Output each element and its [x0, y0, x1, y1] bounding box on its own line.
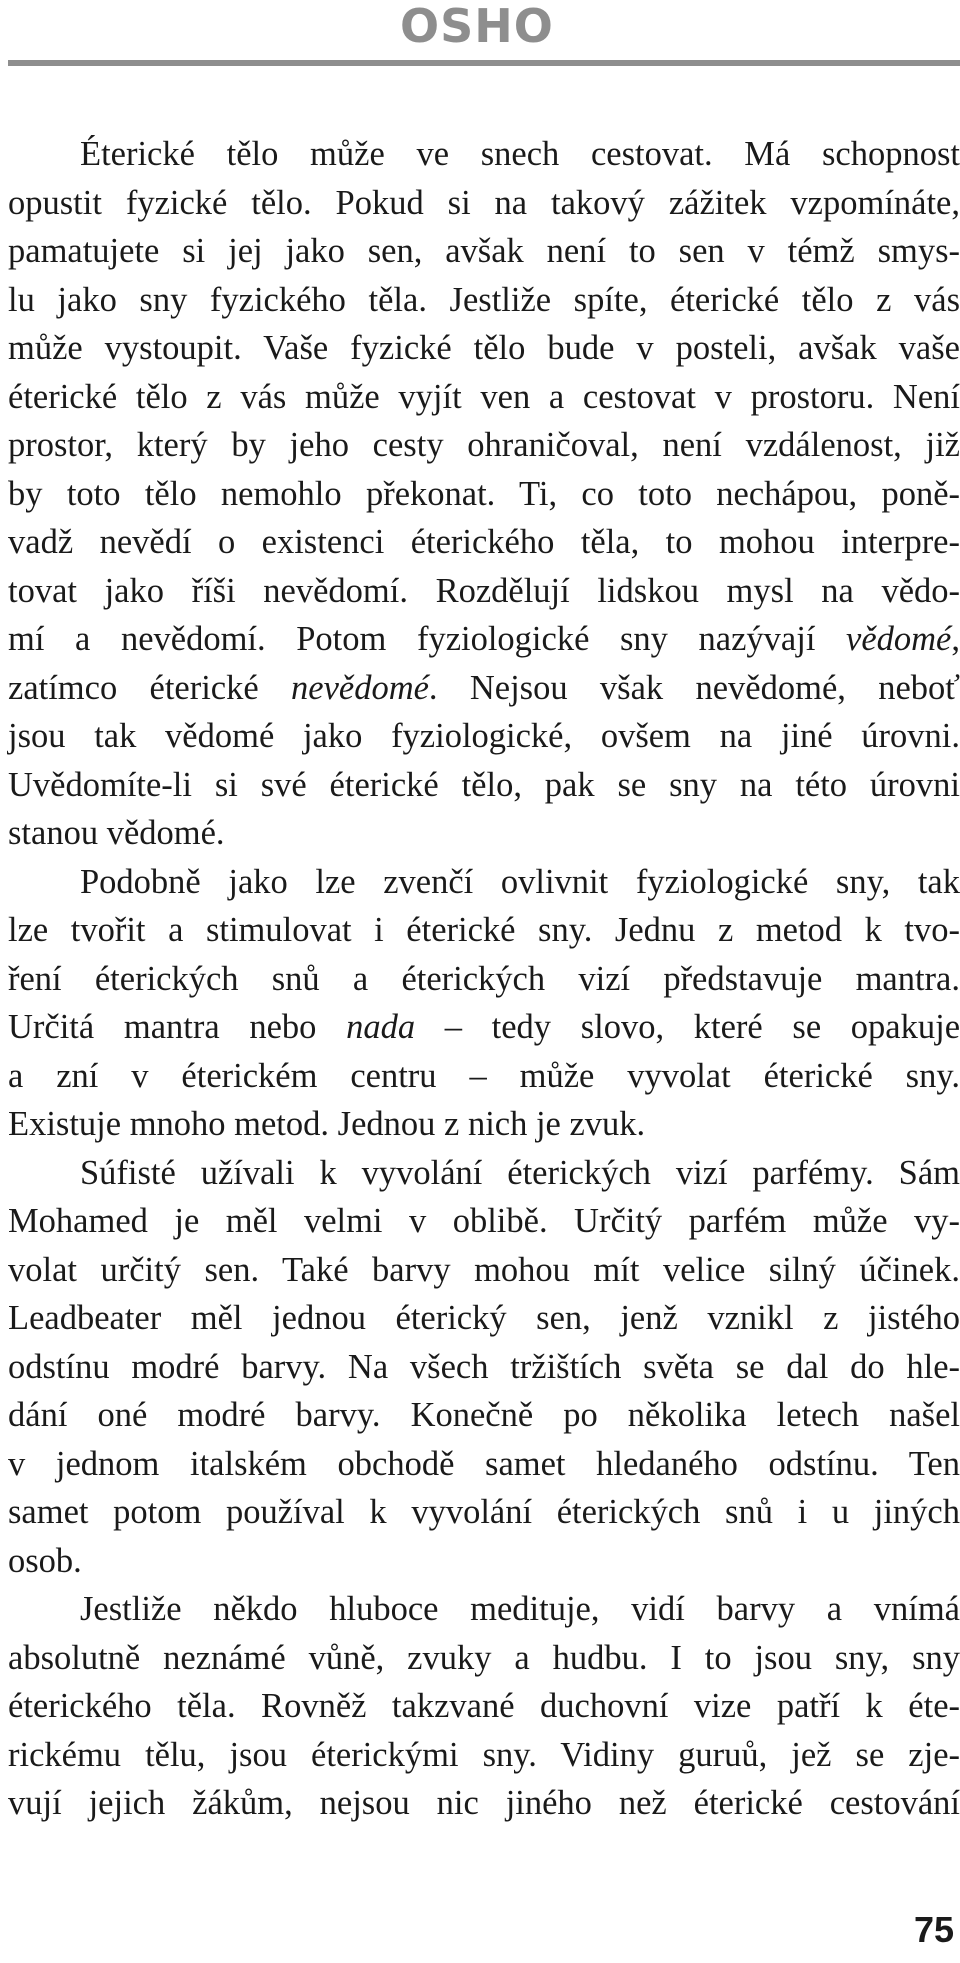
page-number: 75 — [913, 1909, 954, 1950]
text-line: volat určitý sen. Také barvy mohou mít velice silný účinek. — [8, 1250, 960, 1289]
text-segment: . Nejsou však nevědomé, neboť — [428, 668, 960, 707]
text-line: éterického těla. Rovněž takzvané duchovní vize patří k éte- — [8, 1687, 960, 1725]
italic-term: nevědomé — [291, 668, 429, 707]
running-header — [0, 0, 960, 70]
text-segment: mí a nevědomí. Potom fyziologické sny nazývají — [8, 620, 847, 658]
text-line: Súfisté užívali k vyvolání éterických vizí parfémy. Sám — [80, 1153, 960, 1192]
text-line: ření éterických snů a éterických vizí představuje mantra. — [8, 959, 960, 998]
text-line: může vystoupit. Vaše fyzické tělo bude v posteli, avšak vaše — [8, 329, 960, 367]
text-line: Mohamed je měl velmi v oblibě. Určitý parfém může vy- — [8, 1202, 960, 1240]
text-segment: , — [951, 620, 960, 658]
text-line: opustit fyzické tělo. Pokud si na takový zážitek vzpomínáte, — [8, 183, 960, 222]
page-body — [8, 130, 960, 1828]
text-line: Jestliže někdo hluboce medituje, vidí barvy a vnímá — [80, 1590, 960, 1628]
text-line: vují jejich žákům, nejsou nic jiného než éterické cestování — [8, 1784, 960, 1822]
text-line: v jednom italském obchodě samet hledaného odstínu. Ten — [8, 1444, 960, 1483]
text-line: éterické tělo z vás může vyjít ven a cestovat v prostoru. Není — [8, 377, 960, 416]
text-line: rickému tělu, jsou éterickými sny. Vidiny guruů, jež se zje- — [8, 1735, 960, 1774]
text-line: samet potom používal k vyvolání éterických snů i u jiných — [8, 1493, 960, 1531]
italic-term: nada — [346, 1008, 416, 1046]
text-line: Éterické tělo může ve snech cestovat. Má schopnost — [80, 135, 960, 173]
text-line: vadž nevědí o existenci éterického těla, to mohou interpre- — [8, 523, 960, 561]
text-line: odstínu modré barvy. Na všech tržištích světa se dal do hle- — [8, 1347, 960, 1386]
text-line: pamatujete si jej jako sen, avšak není to sen v témž smys- — [8, 232, 960, 270]
text-segment: – tedy slovo, které se opakuje — [415, 1008, 960, 1046]
text-line: osob. — [8, 1541, 82, 1580]
text-line — [8, 1003, 960, 1052]
text-segment: Určitá mantra nebo — [8, 1008, 347, 1046]
text-line: Podobně jako lze zvenčí ovlivnit fyziologické sny, tak — [80, 862, 960, 901]
text-line: dání oné modré barvy. Konečně po několika letech našel — [8, 1396, 960, 1434]
header-divider — [8, 60, 960, 66]
book-author-title: OSHO — [400, 0, 554, 53]
text-line: Existuje mnoho metod. Jednou z nich je zvuk. — [8, 1105, 646, 1143]
text-line: absolutně neznámé vůně, zvuky a hudbu. I to jsou sny, sny — [8, 1638, 960, 1677]
text-segment: zatímco éterické — [8, 668, 291, 707]
text-line — [8, 664, 960, 713]
italic-term: vědomé — [846, 620, 952, 658]
text-line: jsou tak vědomé jako fyziologické, ovšem na jiné úrovni. — [8, 717, 960, 755]
text-line: Leadbeater měl jednou éterický sen, jenž vznikl z jistého — [8, 1299, 960, 1337]
text-line — [8, 615, 960, 664]
text-line: prostor, který by jeho cesty ohraničoval, není vzdálenost, již — [8, 426, 960, 464]
text-line: by toto tělo nemohlo překonat. Ti, co toto nechápou, poně- — [8, 474, 960, 513]
text-line: a zní v éterickém centru – může vyvolat éterické sny. — [8, 1056, 960, 1095]
text-line: stanou vědomé. — [8, 814, 225, 852]
text-line: lze tvořit a stimulovat i éterické sny. Jednu z metod k tvo- — [8, 911, 960, 949]
text-line: Uvědomíte-li si své éterické tělo, pak se sny na této úrovni — [8, 765, 960, 804]
text-line: tovat jako říši nevědomí. Rozdělují lidskou mysl na vědo- — [8, 571, 960, 610]
text-line: lu jako sny fyzického těla. Jestliže spíte, éterické tělo z vás — [8, 280, 960, 319]
